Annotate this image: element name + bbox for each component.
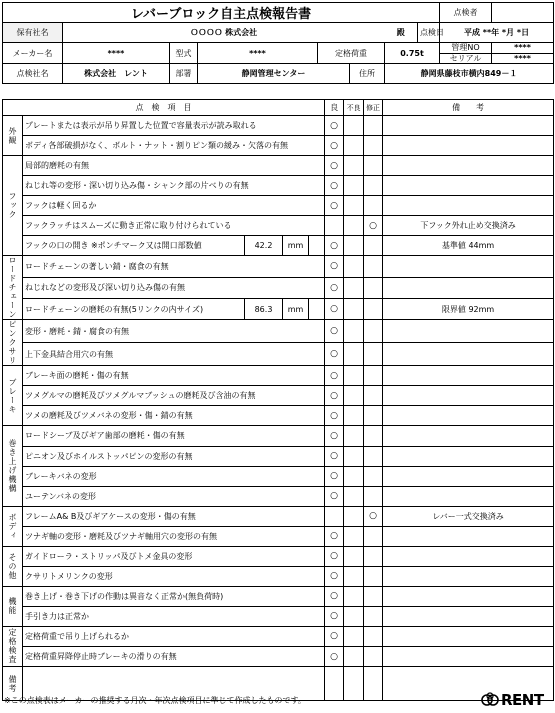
fix-mark[interactable] — [364, 667, 383, 701]
table-row — [3, 626, 554, 646]
good-mark[interactable]: ○ — [325, 196, 344, 216]
fix-mark[interactable] — [364, 277, 383, 298]
bad-mark[interactable] — [344, 506, 364, 526]
date-value: 平成 **年 *月 *日 — [440, 23, 554, 43]
item-text: ロードチェーンの著しい錆・腐食の有無 — [23, 256, 325, 277]
section-label: ブレーキ — [3, 366, 23, 426]
good-mark[interactable]: ○ — [325, 320, 344, 343]
mgmt-no-value: **** — [492, 43, 553, 54]
bad-mark[interactable] — [344, 216, 364, 236]
company-label: 点検社名 — [3, 64, 63, 84]
fix-mark[interactable] — [364, 446, 383, 466]
bad-mark[interactable] — [344, 320, 364, 343]
bad-mark[interactable] — [344, 626, 364, 646]
note-cell[interactable] — [383, 586, 554, 606]
dept-label: 部署 — [170, 64, 198, 84]
note-cell[interactable]: 限界値 92mm — [383, 298, 554, 319]
note-cell[interactable] — [383, 196, 554, 216]
good-mark[interactable]: ○ — [325, 646, 344, 666]
note-cell[interactable] — [383, 343, 554, 366]
good-mark[interactable] — [325, 667, 344, 701]
col-fix-header: 修正 — [364, 100, 383, 116]
note-cell[interactable] — [383, 256, 554, 277]
bad-mark[interactable] — [344, 486, 364, 506]
fix-mark[interactable] — [364, 386, 383, 406]
note-cell[interactable] — [383, 277, 554, 298]
table-row — [3, 526, 554, 546]
bad-mark[interactable] — [344, 646, 364, 666]
note-cell[interactable] — [383, 426, 554, 446]
good-mark[interactable]: ○ — [325, 446, 344, 466]
col-notes-header: 備 考 — [383, 100, 554, 116]
fix-mark[interactable] — [364, 566, 383, 586]
table-row — [3, 298, 554, 319]
fix-mark[interactable] — [364, 236, 383, 256]
model-value: **** — [198, 43, 318, 64]
table-row — [3, 546, 554, 566]
measure-value[interactable]: 42.2 — [245, 236, 283, 256]
table-row — [3, 320, 554, 343]
table-row — [3, 196, 554, 216]
addr-label: 住所 — [350, 64, 385, 84]
item-text: ねじれなどの変形及び深い切り込み傷の有無 — [23, 277, 325, 298]
note-cell[interactable] — [383, 366, 554, 386]
table-row — [3, 156, 554, 176]
bad-mark[interactable] — [344, 566, 364, 586]
fix-mark[interactable] — [364, 320, 383, 343]
fix-mark[interactable] — [364, 466, 383, 486]
note-cell[interactable] — [383, 176, 554, 196]
note-cell[interactable] — [383, 646, 554, 666]
section-label: 巻き上げ機構 — [3, 426, 23, 506]
bad-mark[interactable] — [344, 196, 364, 216]
owner-suffix: 殿 — [385, 23, 418, 43]
good-mark[interactable]: ○ — [325, 566, 344, 586]
good-mark[interactable]: ○ — [325, 426, 344, 446]
fix-mark[interactable] — [364, 546, 383, 566]
good-mark[interactable]: ○ — [325, 116, 344, 136]
good-mark[interactable]: ○ — [325, 606, 344, 626]
table-row — [3, 236, 554, 256]
bad-mark[interactable] — [344, 136, 364, 156]
item-text: ツメの磨耗及びツメバネの変形・傷・錆の有無 — [23, 406, 325, 426]
footer-note: ※この点検表はメーカーの推奨する月次・年次点検項目に準じて作成したものです。 — [4, 696, 306, 705]
note-cell[interactable] — [383, 466, 554, 486]
item-text: ガイドローラ・ストリッパ及びトメ金具の変形 — [23, 546, 325, 566]
item-text: 巻き上げ・巻き下げの作動は異音なく正常か(無負荷時) — [23, 586, 325, 606]
table-row — [3, 486, 554, 506]
item-text: ツメグルマの磨耗及びツメグルマブッシュの磨耗及び含油の有無 — [23, 386, 325, 406]
good-mark[interactable]: ○ — [325, 176, 344, 196]
bad-mark[interactable] — [344, 426, 364, 446]
maker-value: **** — [63, 43, 170, 64]
note-cell[interactable]: レバー一式交換済み — [383, 506, 554, 526]
bad-mark[interactable] — [344, 176, 364, 196]
rated-label: 定格荷重 — [318, 43, 385, 64]
note-cell[interactable]: 下フック外れ止め交換済み — [383, 216, 554, 236]
item-text: クサリトメリンクの変形 — [23, 566, 325, 586]
section-label: 備考 — [3, 667, 23, 701]
fix-mark[interactable] — [364, 156, 383, 176]
item-text: ブレーキバネの変形 — [23, 466, 325, 486]
fix-mark[interactable] — [364, 256, 383, 277]
good-mark[interactable] — [325, 216, 344, 236]
table-row — [3, 136, 554, 156]
table-row — [3, 343, 554, 366]
inspector-value[interactable] — [492, 3, 554, 23]
good-mark[interactable]: ○ — [325, 156, 344, 176]
owner-label: 保有社名 — [3, 23, 63, 43]
bad-mark[interactable] — [344, 606, 364, 626]
item-text: ねじれ等の変形・深い切り込み傷・シャンク部の片べりの有無 — [23, 176, 325, 196]
section-label: フック — [3, 156, 23, 256]
bad-mark[interactable] — [344, 236, 364, 256]
bad-mark[interactable] — [344, 343, 364, 366]
good-mark[interactable]: ○ — [325, 486, 344, 506]
fix-mark[interactable] — [364, 646, 383, 666]
note-cell[interactable]: 基準値 44mm — [383, 236, 554, 256]
item-text: 局部的磨耗の有無 — [23, 156, 325, 176]
fix-mark[interactable] — [364, 136, 383, 156]
measure-unit: mm — [283, 236, 309, 256]
bad-mark[interactable] — [344, 277, 364, 298]
item-text: フックは軽く回るか — [23, 196, 325, 216]
company-value: 株式会社 レント — [63, 64, 170, 84]
bad-mark[interactable] — [344, 156, 364, 176]
table-row — [3, 256, 554, 277]
note-cell[interactable] — [383, 320, 554, 343]
item-text: ボディ各部破損がなく、ボルト・ナット・割りピン類の緩み・欠落の有無 — [23, 136, 325, 156]
bad-mark[interactable] — [344, 366, 364, 386]
bad-mark[interactable] — [344, 256, 364, 277]
good-mark[interactable]: ○ — [325, 586, 344, 606]
maker-label: メーカー名 — [3, 43, 63, 64]
page-title: レバーブロック自主点検報告書 — [3, 3, 440, 23]
table-row — [3, 466, 554, 486]
bad-mark[interactable] — [344, 446, 364, 466]
table-row — [3, 646, 554, 666]
item-text: 定格荷重昇降停止時ブレーキの滑りの有無 — [23, 646, 325, 666]
fix-mark[interactable] — [364, 426, 383, 446]
item-text: フレームA& B及びギアケースの変形・傷の有無 — [23, 506, 325, 526]
item-text: ロードチェーンの磨耗の有無(5リンクの内サイズ) — [23, 298, 245, 319]
item-text: 手引き力は正常か — [23, 606, 325, 626]
fix-mark[interactable]: ○ — [364, 216, 383, 236]
note-cell[interactable] — [383, 606, 554, 626]
item-text: 上下金具結合用穴の有無 — [23, 343, 325, 366]
fix-mark[interactable] — [364, 606, 383, 626]
spacer-cell — [309, 236, 325, 256]
good-mark[interactable]: ○ — [325, 546, 344, 566]
bad-mark[interactable] — [344, 526, 364, 546]
section-label: その他 — [3, 546, 23, 586]
item-text: ロードシーブ及びギア歯部の磨耗・傷の有無 — [23, 426, 325, 446]
fix-mark[interactable] — [364, 406, 383, 426]
table-row — [3, 406, 554, 426]
note-cell[interactable] — [383, 136, 554, 156]
table-row — [3, 277, 554, 298]
fix-mark[interactable] — [364, 298, 383, 319]
bad-mark[interactable] — [344, 546, 364, 566]
addr-value: 静岡県藤枝市横内849－１ — [385, 64, 554, 84]
note-cell[interactable] — [383, 386, 554, 406]
col-good-header: 良 — [325, 100, 344, 116]
note-cell[interactable] — [383, 156, 554, 176]
table-row — [3, 446, 554, 466]
table-row — [3, 566, 554, 586]
table-row — [3, 606, 554, 626]
good-mark[interactable]: ○ — [325, 136, 344, 156]
mgmt-serial-labels — [440, 43, 492, 64]
serial-value: **** — [514, 54, 531, 63]
inspection-table — [2, 99, 554, 701]
bad-mark[interactable] — [344, 298, 364, 319]
bad-mark[interactable] — [344, 667, 364, 701]
good-mark[interactable]: ○ — [325, 277, 344, 298]
fix-mark[interactable] — [364, 526, 383, 546]
bad-mark[interactable] — [344, 406, 364, 426]
header-block — [2, 2, 553, 84]
good-mark[interactable]: ○ — [325, 366, 344, 386]
table-row — [3, 506, 554, 526]
note-cell[interactable] — [383, 626, 554, 646]
rent-logo-text: RENT — [501, 691, 544, 709]
fix-mark[interactable] — [364, 366, 383, 386]
mgmt-serial-values — [492, 43, 554, 64]
note-cell[interactable] — [383, 566, 554, 586]
spacer-cell — [309, 298, 325, 319]
note-cell[interactable] — [383, 406, 554, 426]
col-bad-header: 不良 — [344, 100, 364, 116]
good-mark[interactable]: ○ — [325, 256, 344, 277]
table-row — [3, 426, 554, 446]
item-text: 定格荷重で吊り上げられるか — [23, 626, 325, 646]
good-mark[interactable]: ○ — [325, 406, 344, 426]
good-mark[interactable]: ○ — [325, 236, 344, 256]
bad-mark[interactable] — [344, 466, 364, 486]
col-items-header: 点 検 項 目 — [3, 100, 325, 116]
measure-unit: mm — [283, 298, 309, 319]
rated-value: 0.75t — [385, 43, 440, 64]
fix-mark[interactable] — [364, 586, 383, 606]
inspection-table-wrap — [2, 99, 553, 701]
good-mark[interactable]: ○ — [325, 526, 344, 546]
section-label: ボディ — [3, 506, 23, 546]
table-row — [3, 116, 554, 136]
bad-mark[interactable] — [344, 386, 364, 406]
note-cell[interactable] — [383, 116, 554, 136]
note-cell[interactable] — [383, 546, 554, 566]
inspector-label: 点検者 — [440, 3, 492, 23]
section-label: ピンクサリ — [3, 320, 23, 366]
mgmt-no-label: 管理NO — [440, 43, 491, 54]
fix-mark[interactable] — [364, 486, 383, 506]
table-row — [3, 176, 554, 196]
good-mark[interactable]: ○ — [325, 626, 344, 646]
measure-value[interactable]: 86.3 — [245, 298, 283, 319]
section-label: 定格検査 — [3, 626, 23, 666]
fix-mark[interactable] — [364, 196, 383, 216]
table-row — [3, 386, 554, 406]
good-mark[interactable]: ○ — [325, 466, 344, 486]
date-label: 点検日 — [418, 23, 440, 43]
item-text: ブレーキ面の磨耗・傷の有無 — [23, 366, 325, 386]
item-text: ツナギ軸の変形・磨耗及びツナギ軸用穴の変形の有無 — [23, 526, 325, 546]
table-row — [3, 586, 554, 606]
note-cell[interactable] — [383, 446, 554, 466]
model-label: 型式 — [170, 43, 198, 64]
owner-value: ＯＯＯＯ 株式会社 — [63, 23, 385, 43]
fix-mark[interactable]: ○ — [364, 506, 383, 526]
bad-mark[interactable] — [344, 586, 364, 606]
bad-mark[interactable] — [344, 116, 364, 136]
section-label: ロードチェーン — [3, 256, 23, 320]
item-text: プレートまたは表示が吊り昇置した位置で容量表示が読み取れる — [23, 116, 325, 136]
table-row — [3, 216, 554, 236]
section-label: 外観 — [3, 116, 23, 156]
item-text: フックラッチはスムーズに動き正常に取り付けられている — [23, 216, 325, 236]
fix-mark[interactable] — [364, 343, 383, 366]
good-mark[interactable]: ○ — [325, 386, 344, 406]
note-cell[interactable] — [383, 526, 554, 546]
item-text: フックの口の開き ※ポンチマーク又は開口部数値 — [23, 236, 245, 256]
dept-value: 静岡管理センター — [198, 64, 350, 84]
note-cell[interactable] — [383, 486, 554, 506]
serial-label: セリアル — [449, 54, 482, 63]
item-text: 変形・磨耗・錆・腐食の有無 — [23, 320, 325, 343]
table-row — [3, 366, 554, 386]
item-text: ピニオン及びホイルストッパピンの変形の有無 — [23, 446, 325, 466]
good-mark[interactable]: ○ — [325, 343, 344, 366]
section-label: 機能 — [3, 586, 23, 626]
fix-mark[interactable] — [364, 116, 383, 136]
item-text: ユーテンバネの変形 — [23, 486, 325, 506]
fix-mark[interactable] — [364, 626, 383, 646]
rent-logo — [481, 691, 551, 709]
good-mark[interactable]: ○ — [325, 298, 344, 319]
fix-mark[interactable] — [364, 176, 383, 196]
good-mark[interactable] — [325, 506, 344, 526]
